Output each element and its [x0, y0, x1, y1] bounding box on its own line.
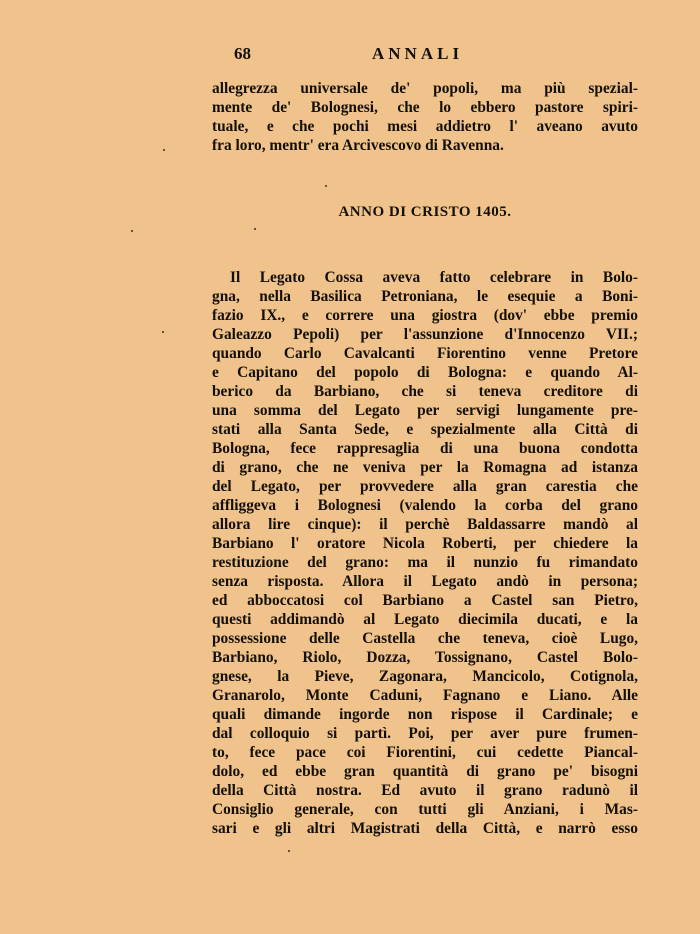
paper-speck: [163, 149, 165, 151]
text-line: Granarolo, Monte Caduni, Fagnano e Liano. Alle: [212, 687, 638, 704]
text-line: berico da Barbiano, che si teneva creditore di: [212, 383, 638, 400]
section-heading: ANNO DI CRISTO 1405.: [338, 204, 512, 220]
text-line: una somma del Legato per servigi lungamente pre-: [212, 402, 638, 419]
text-line: questi addimandò al Legato diecimila ducati, e la: [212, 611, 638, 628]
paper-speck: [131, 230, 133, 232]
text-line: ed abboccatosi col Barbiano a Castel san Pietro,: [212, 592, 638, 609]
text-line: di grano, che ne veniva per la Romagna ad istanza: [212, 459, 638, 476]
text-line: allora lire cinque): il perchè Baldassarre mandò al: [212, 516, 638, 533]
text-line: tuale, e che pochi mesi addietro l' aveano avuto: [212, 118, 638, 135]
running-title: ANNALI: [372, 44, 464, 63]
text-line: Barbiano l' oratore Nicola Roberti, per chiedere la: [212, 535, 638, 552]
paper-speck: [162, 331, 164, 333]
text-line: Galeazzo Pepoli) per l'assunzione d'Innocenzo VII.;: [212, 326, 638, 343]
text-line: e Capitano del popolo di Bologna: e quando Al-: [212, 364, 638, 381]
text-line: fazio IX., e correre una giostra (dov' ebbe premio: [212, 307, 638, 324]
page-header: [212, 44, 638, 68]
text-line: Barbiano, Riolo, Dozza, Tossignano, Castel Bolo-: [212, 649, 638, 666]
paper-speck: [254, 228, 256, 230]
text-line: gnese, la Pieve, Zagonara, Mancicolo, Cotignola,: [212, 668, 638, 685]
text-line: affliggeva i Bolognesi (valendo la corba del grano: [212, 497, 638, 514]
text-line: del Legato, per provvedere alla gran carestia che: [212, 478, 638, 495]
text-line: Consiglio generale, con tutti gli Anziani, i Mas-: [212, 801, 638, 818]
text-line: allegrezza universale de' popoli, ma più spezial-: [212, 80, 638, 97]
text-line: restituzione del grano: ma il nunzio fu rimandato: [212, 554, 638, 571]
text-line: quali dimande ingorde non rispose il Cardinale; e: [212, 706, 638, 723]
text-line: quando Carlo Cavalcanti Fiorentino venne Pretore: [212, 345, 638, 362]
text-line: sari e gli altri Magistrati della Città, e narrò esso: [212, 820, 638, 837]
text-line: to, fece pace coi Fiorentini, cui cedette Piancal-: [212, 744, 638, 761]
page-number: 68: [234, 44, 251, 63]
text-line: stati alla Santa Sede, e spezialmente alla Città di: [212, 421, 638, 438]
paper-speck: [325, 185, 327, 187]
text-line: della Città nostra. Ed avuto il grano radunò il: [212, 782, 638, 799]
text-line: fra loro, mentr' era Arcivescovo di Ravenna.: [212, 137, 504, 154]
text-line: Bologna, fece rappresaglia di una buona condotta: [212, 440, 638, 457]
paper-speck: [288, 850, 290, 852]
text-line: Il Legato Cossa aveva fatto celebrare in Bolo-: [230, 269, 638, 286]
text-line: dolo, ed ebbe gran quantità di grano pe' bisogni: [212, 763, 638, 780]
text-line: mente de' Bolognesi, che lo ebbero pastore spiri-: [212, 99, 638, 116]
text-line: dal colloquio si partì. Poi, per aver pure frumen-: [212, 725, 638, 742]
text-line: senza risposta. Allora il Legato andò in persona;: [212, 573, 638, 590]
text-line: possessione delle Castella che teneva, cioè Lugo,: [212, 630, 638, 647]
text-line: gna, nella Basilica Petroniana, le esequie a Boni-: [212, 288, 638, 305]
